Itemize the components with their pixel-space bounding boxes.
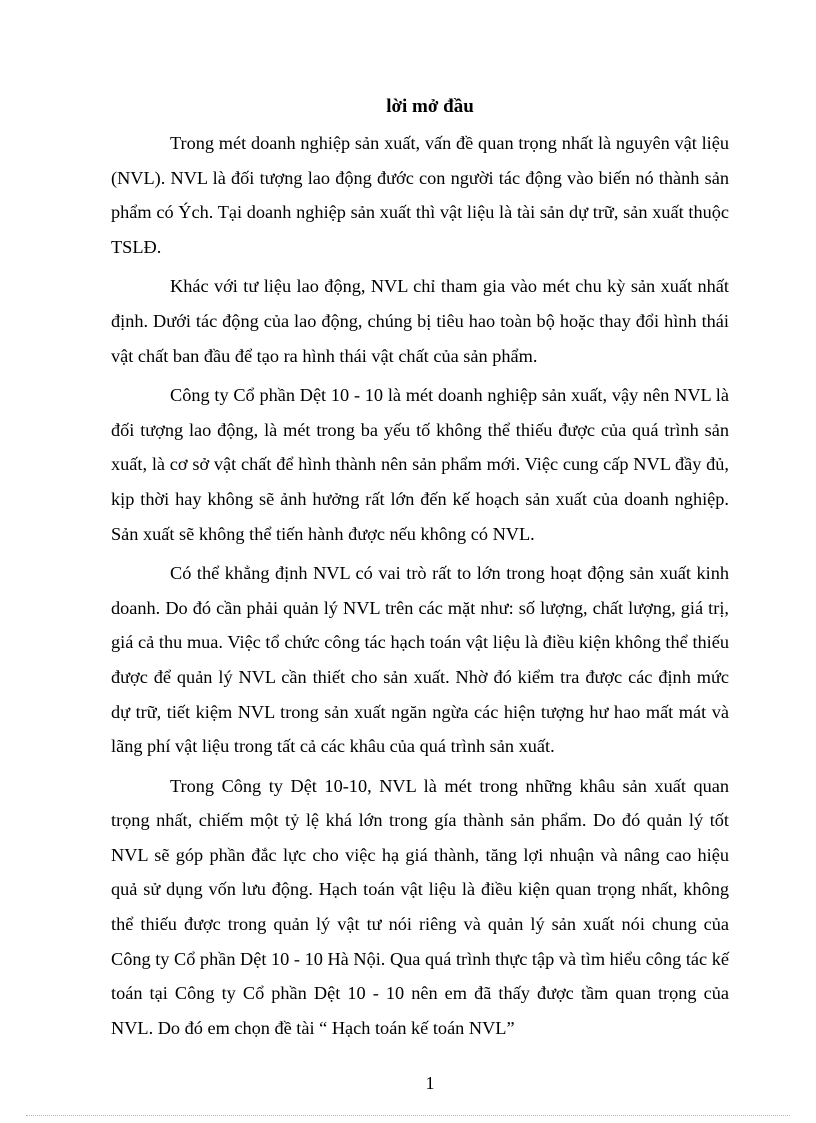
- paragraph-3: Công ty Cổ phần Dệt 10 - 10 là mét doanh nghiệp sản xuất, vậy nên NVL là đối tượng lao động, là mét trong ba yếu tố không thể thiếu được của quá trình sản xuất, là cơ sở vật chất để hình thành nên sản phẩm mới. Việc cung cấp NVL đầy đủ, kịp thời hay không sẽ ảnh hưởng rất lớn đến kế hoạch sản xuất của doanh nghiệp. Sản xuất sẽ không thể tiến hành được nếu không có NVL.: [111, 385, 729, 544]
- document-title: lời mở đầu: [386, 96, 474, 117]
- paragraph-2: Khác với tư liệu lao động, NVL chỉ tham gia vào mét chu kỳ sản xuất nhất định. Dưới tác động của lao động, chúng bị tiêu hao toàn bộ hoặc thay đổi hình thái vật chất ban đầu để tạo ra hình thái vật chất của sản phẩm.: [111, 276, 729, 366]
- paragraph-1: Trong mét doanh nghiệp sản xuất, vấn đề quan trọng nhất là nguyên vật liệu (NVL). NVL là đối tượng lao động đước con người tác động vào biến nó thành sản phẩm có Ých. Tại doanh nghiệp sản xuất thì vật liệu là tài sản dự trữ, sản xuất thuộc TSLĐ.: [111, 133, 729, 257]
- paragraph-5: Trong Công ty Dệt 10-10, NVL là mét trong những khâu sản xuất quan trọng nhất, chiếm một tỷ lệ khá lớn trong gía thành sản phẩm. Do đó quản lý tốt NVL sẽ góp phần đắc lực cho việc hạ giá thành, tăng lợi nhuận và nâng cao hiệu quả sử dụng vốn lưu động. Hạch toán vật liệu là điều kiện quan trọng nhất, không thể thiếu được trong quản lý vật tư nói riêng và quản lý sản xuất nói chung của Công ty Cổ phần Dệt 10 - 10 Hà Nội. Qua quá trình thực tập và tìm hiểu công tác kế toán tại Công ty Cổ phần Dệt 10 - 10 nên em đã thấy được tầm quan trọng của NVL. Do đó em chọn đề tài “ Hạch toán kế toán NVL”: [111, 775, 729, 1038]
- paragraph-4: Có thể khẳng định NVL có vai trò rất to lớn trong hoạt động sản xuất kinh doanh. Do đó cần phải quản lý NVL trên các mặt như: số lượng, chất lượng, giá trị, giá cả thu mua. Việc tổ chức công tác hạch toán vật liệu là điều kiện không thể thiếu được để quản lý NVL cần thiết cho sản xuất. Nhờ đó kiểm tra được các định mức dự trữ, tiết kiệm NVL trong sản xuất ngăn ngừa các hiện tượng hư hao mất mát và lãng phí vật liệu trong tất cả các khâu của quá trình sản xuất.: [111, 563, 729, 757]
- page-bottom-divider: [26, 1115, 790, 1116]
- document-body: [111, 126, 729, 1050]
- page-number: 1: [425, 1073, 435, 1093]
